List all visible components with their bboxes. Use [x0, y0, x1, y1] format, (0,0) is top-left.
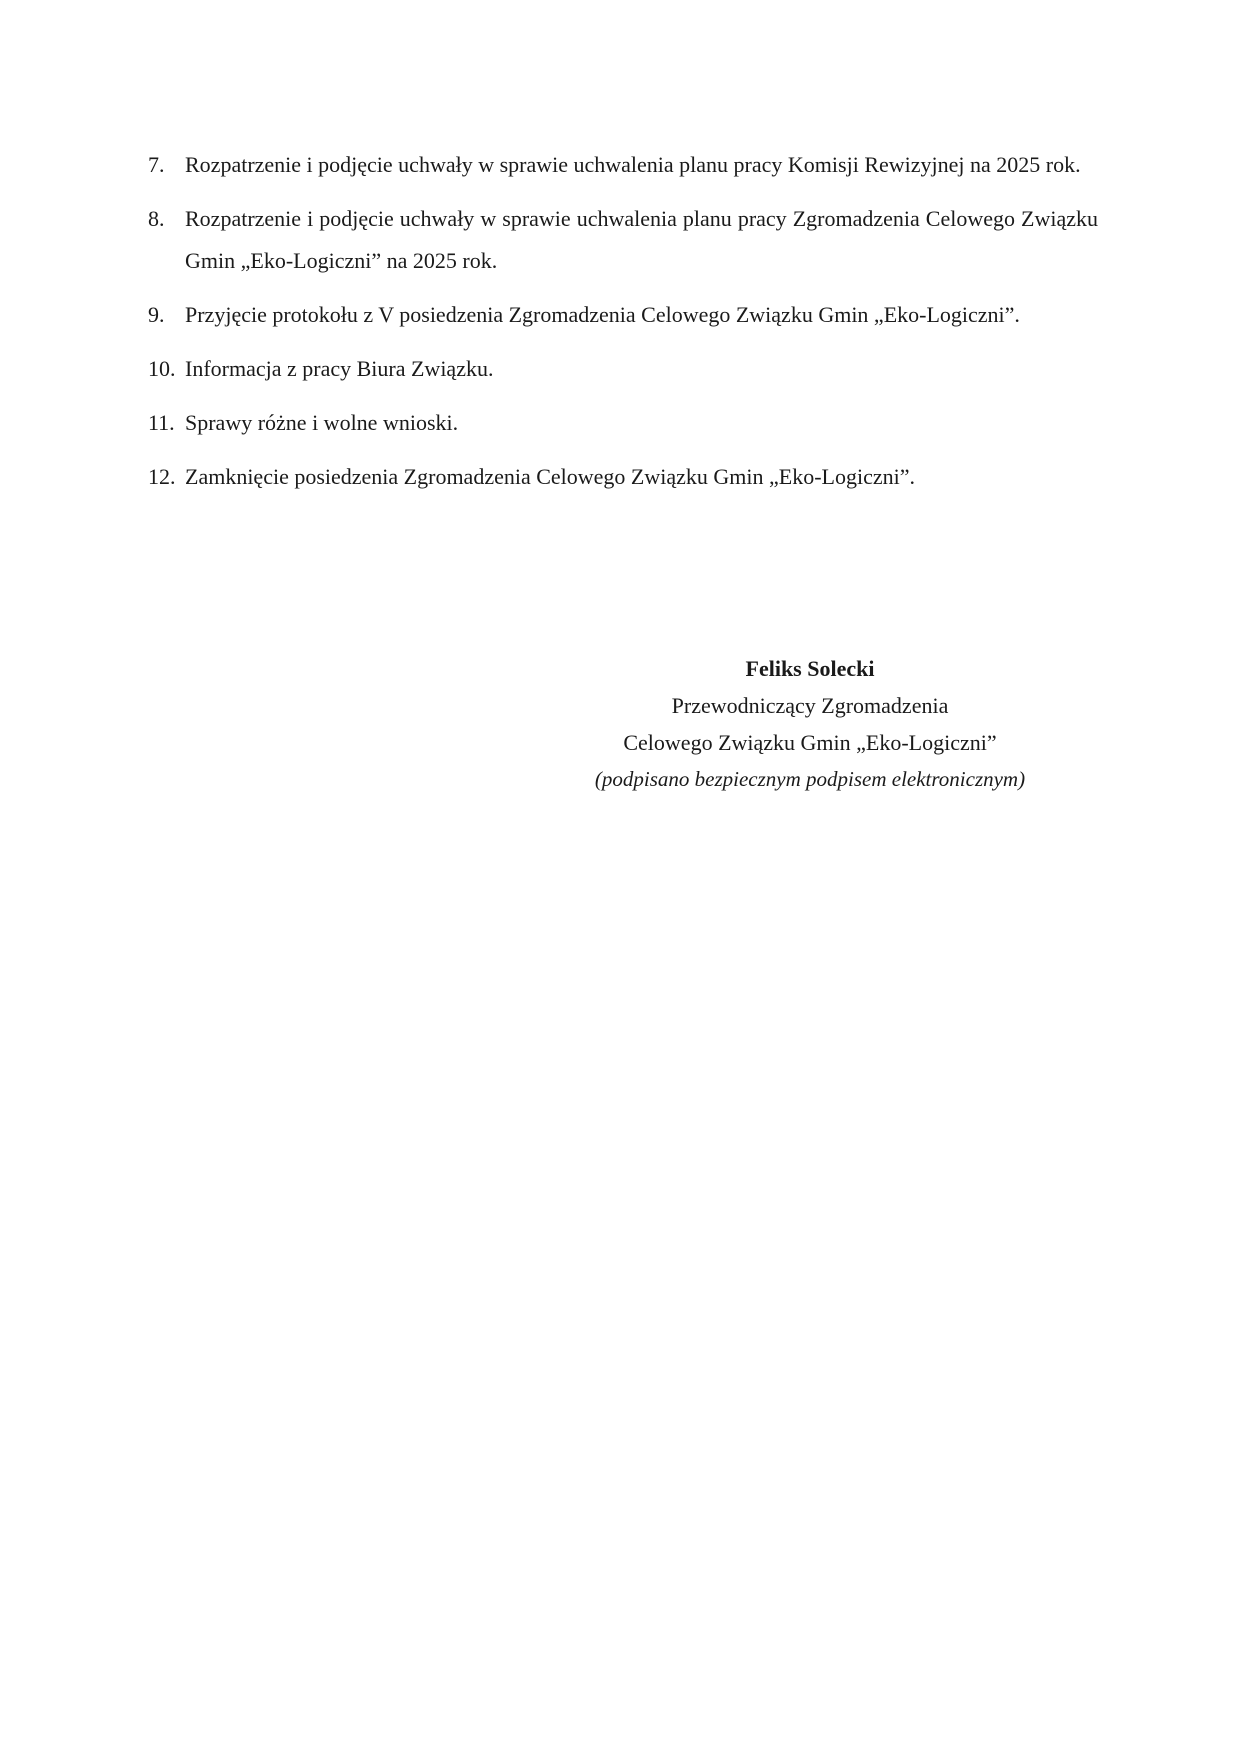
agenda-item-12	[148, 456, 1098, 498]
signatory-title-line2: Celowego Związku Gmin „Eko-Logiczni”	[623, 730, 997, 755]
agenda-item-number: 8.	[148, 206, 165, 231]
signatory-name: Feliks Solecki	[745, 656, 875, 681]
agenda-item-text: Sprawy różne i wolne wnioski.	[185, 410, 459, 435]
agenda-item-text: Informacja z pracy Biura Związku.	[185, 356, 494, 381]
signature-block	[560, 650, 1060, 798]
agenda-item-11	[148, 402, 1098, 444]
agenda-item-number: 9.	[148, 302, 165, 327]
agenda-item-text: Zamknięcie posiedzenia Zgromadzenia Celowego Związku Gmin „Eko-Logiczni”.	[185, 464, 915, 489]
agenda-item-7	[148, 144, 1098, 186]
agenda-item-number: 10.	[148, 356, 176, 381]
agenda-item-text: Rozpatrzenie i podjęcie uchwały w sprawie uchwalenia planu pracy Zgromadzenia Celowego Związku Gmin „Eko-Logiczni” na 2025 rok.	[185, 206, 1098, 273]
agenda-item-text: Rozpatrzenie i podjęcie uchwały w sprawie uchwalenia planu pracy Komisji Rewizyjnej na 2025 rok.	[185, 152, 1081, 177]
agenda-item-number: 11.	[148, 410, 175, 435]
agenda-list	[148, 144, 1098, 510]
agenda-item-10	[148, 348, 1098, 390]
agenda-item-text: Przyjęcie protokołu z V posiedzenia Zgromadzenia Celowego Związku Gmin „Eko-Logiczni”.	[185, 302, 1020, 327]
electronic-signature-note: (podpisano bezpiecznym podpisem elektronicznym)	[594, 767, 1026, 791]
signatory-title-line1: Przewodniczący Zgromadzenia	[671, 693, 949, 718]
agenda-item-9	[148, 294, 1098, 336]
agenda-item-8	[148, 198, 1098, 282]
agenda-item-number: 7.	[148, 152, 165, 177]
agenda-item-number: 12.	[148, 464, 176, 489]
